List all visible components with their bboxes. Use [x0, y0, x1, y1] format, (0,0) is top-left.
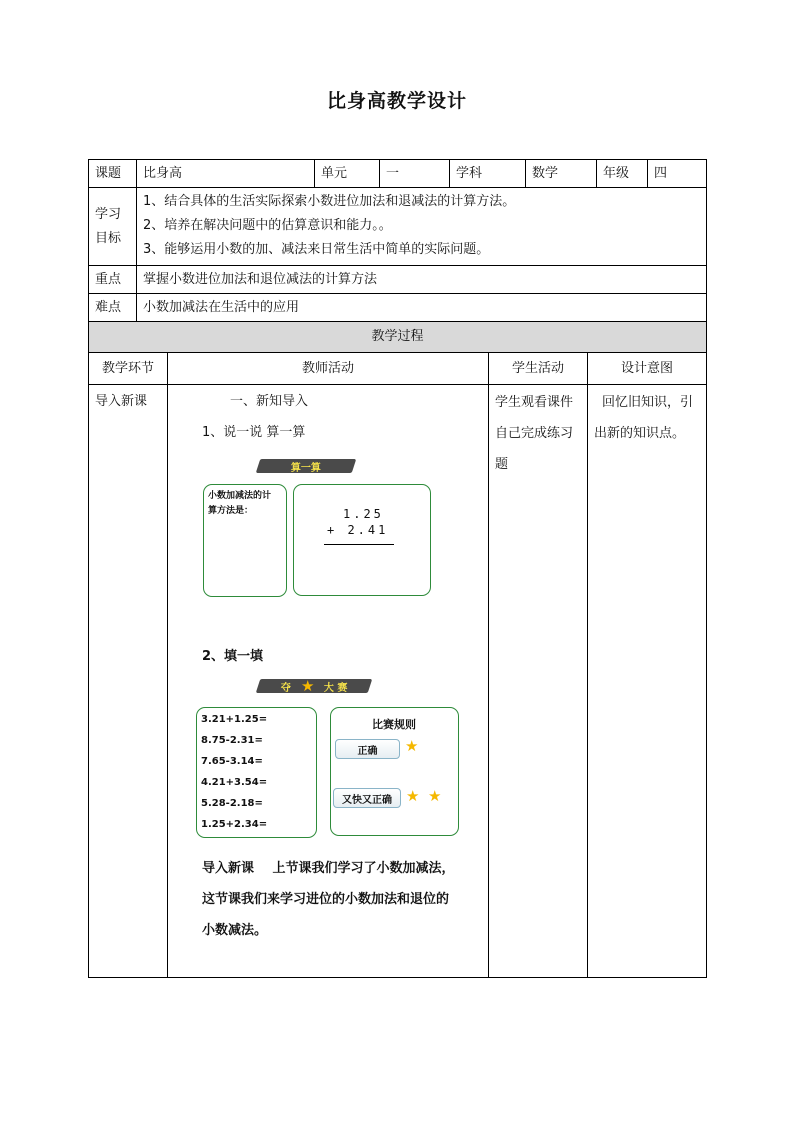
xueke-value: 数学: [532, 165, 559, 181]
column-intent: 设计意图: [620, 360, 673, 376]
column-stage: 教学环节: [101, 360, 154, 376]
goals-list: [137, 190, 705, 264]
goal-item: 3、能够运用小数的加、减法来日常生活中简单的实际问题。: [143, 242, 490, 257]
intro-line-1: [202, 860, 488, 878]
table-border: [88, 187, 707, 188]
xueke-label: 学科: [456, 165, 483, 181]
equation: 8.75-2.31=: [201, 735, 263, 746]
equation: 4.21+3.54=: [201, 777, 268, 788]
keti-value: 比身高: [143, 165, 183, 181]
column-student: 学生活动: [511, 360, 564, 376]
equation: 5.28-2.18=: [201, 798, 263, 809]
difficulty-value: 小数加减法在生活中的应用: [143, 299, 300, 315]
intro-label: 导入新课: [202, 861, 255, 876]
banner-competition-a: 夺: [280, 682, 291, 694]
stage-value: 导入新课: [95, 394, 148, 409]
table-border: [706, 159, 707, 978]
rule-box: [203, 484, 287, 597]
banner-calculate: [256, 459, 357, 473]
banner-star-icon: ★: [300, 677, 314, 695]
danyuan-label: 单元: [321, 165, 348, 181]
goals-label: [89, 188, 136, 265]
table-border: [167, 352, 168, 978]
equation: 3.21+1.25=: [201, 714, 268, 725]
star-icon: ★: [405, 737, 419, 755]
rule-text: 算方法是：: [208, 506, 254, 516]
intent-line: 回忆旧知识，引: [602, 395, 694, 410]
goal-item: 1、结合具体的生活实际探索小数进位加法和退减法的计算方法。: [143, 194, 516, 209]
goal-item: 2、培养在解决问题中的估算意识和能力。。: [143, 218, 392, 233]
equation: 7.65-3.14=: [201, 756, 263, 767]
intro-line-2: 这节课我们来学习进位的小数加法和退位的: [202, 892, 450, 907]
calc-underline: [324, 544, 394, 545]
rule-fast: 又快又正确: [333, 788, 401, 808]
table-border: [88, 977, 707, 978]
keti-label: 课题: [95, 165, 122, 181]
difficulty-label: 难点: [95, 299, 122, 315]
rule-correct: 正确: [335, 739, 400, 759]
star-icon: ★: [428, 787, 442, 805]
goals-label-line: 目标: [95, 230, 122, 246]
rules-box: [330, 707, 459, 836]
process-header: 教学过程: [371, 329, 424, 344]
nianji-value: 四: [654, 165, 668, 181]
table-border: [587, 352, 588, 978]
calc-line-1: 1.25: [343, 507, 384, 521]
intent-line: 出新的知识点。: [594, 426, 686, 441]
teacher-heading: 一、新知导入: [230, 394, 309, 409]
intro-line-3: 小数减法。: [202, 923, 268, 938]
intro-text: 上节课我们学习了小数加减法，: [272, 861, 455, 876]
equation: 1.25+2.34=: [201, 819, 268, 830]
calc-box: [293, 484, 431, 596]
goals-label-line: 学习: [95, 206, 122, 222]
table-border: [488, 352, 489, 978]
key-point-label: 重点: [95, 271, 122, 287]
table-border: [88, 384, 707, 385]
design-intent: [594, 393, 706, 449]
banner-competition-b: 大 赛: [323, 682, 348, 694]
student-activity: [495, 393, 587, 480]
column-teacher: 教师活动: [301, 360, 354, 376]
student-line: 自己完成练习: [495, 426, 574, 441]
teacher-sub2: 2、填一填: [202, 649, 264, 664]
rules-title: 比赛规则: [372, 718, 416, 731]
key-point-value: 掌握小数进位加法和退位减法的计算方法: [143, 271, 378, 287]
student-line: 题: [495, 457, 509, 472]
student-line: 学生观看课件: [495, 395, 574, 410]
banner-competition: [256, 679, 373, 693]
nianji-label: 年级: [603, 165, 630, 181]
banner-calculate-text: 算一算: [291, 462, 321, 474]
danyuan-value: 一: [386, 165, 400, 181]
star-icon: ★: [406, 787, 420, 805]
document-title: 比身高教学设计: [326, 90, 467, 112]
calc-line-2: + 2.41: [327, 523, 389, 537]
teacher-sub1: 1、说一说 算一算: [202, 425, 306, 440]
rule-text: 小数加减法的计: [208, 491, 272, 501]
